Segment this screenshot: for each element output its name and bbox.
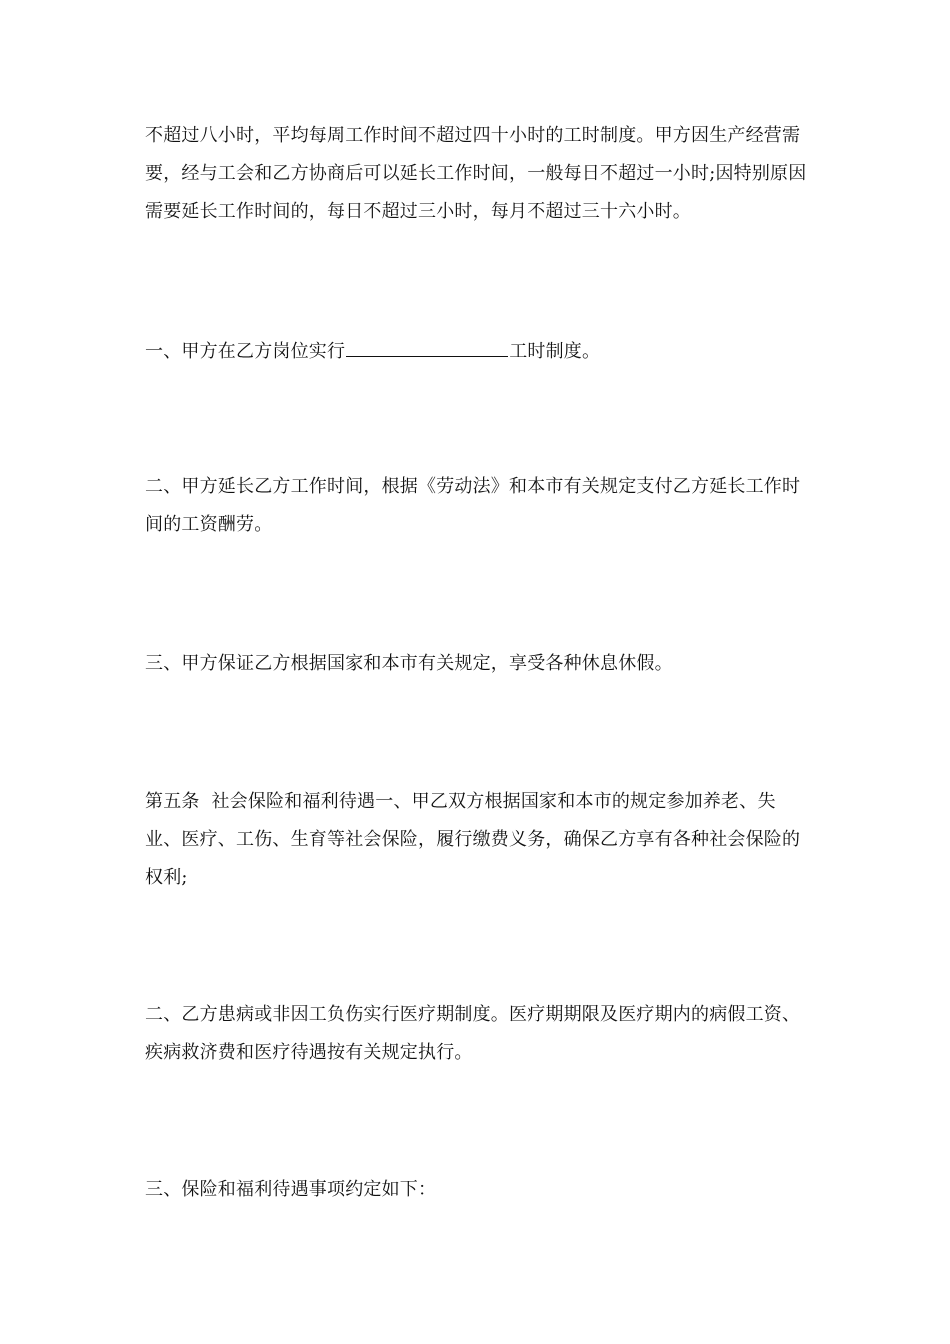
paragraph-text-after-blank: 工时制度。	[509, 341, 601, 362]
paragraph-medical-period: 二、乙方患病或非因工负伤实行医疗期制度。医疗期期限及医疗期内的病假工资、疾病救济费和医疗待遇按有关规定执行。	[145, 1004, 801, 1063]
paragraph-overtime-pay: 二、甲方延长乙方工作时间，根据《劳动法》和本市有关规定支付乙方延长工作时间的工资酬劳。	[145, 476, 801, 535]
paragraph-insurance-welfare-terms: 三、保险和福利待遇事项约定如下：	[145, 1179, 437, 1200]
paragraph-text-before-blank: 一、甲方在乙方岗位实行	[145, 341, 346, 362]
paragraph-working-hours-system	[145, 333, 810, 371]
paragraph-working-hours: 不超过八小时，平均每周工作时间不超过四十小时的工时制度。甲方因生产经营需要，经与工会和乙方协商后可以延长工作时间，一般每日不超过一小时;因特别原因需要延长工作时间的，每日不超过三小时，每月不超过三十六小时。	[145, 125, 807, 222]
paragraph-rest-leave: 三、甲方保证乙方根据国家和本市有关规定，享受各种休息休假。	[145, 653, 673, 674]
fill-in-blank-line[interactable]	[346, 342, 508, 357]
paragraph-article-five-social-insurance: 第五条 社会保险和福利待遇一、甲乙双方根据国家和本市的规定参加养老、失业、医疗、工伤、生育等社会保险，履行缴费义务，确保乙方享有各种社会保险的权利;	[145, 791, 801, 888]
